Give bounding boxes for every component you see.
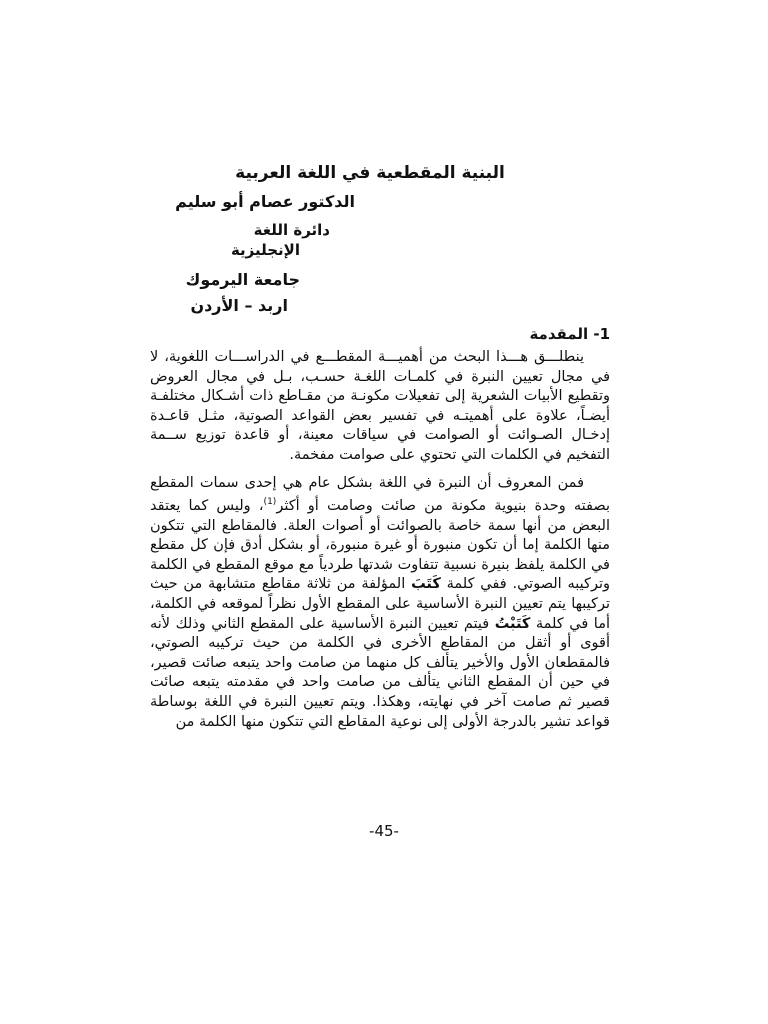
paragraph-2-part-c: المؤلفة من ثلاثة مقاطع متشابهة من حيث تركيبها يتم تعيين النبرة الأساسية على المقطع الأول نظراً لموقعه في الكلمة، أما في كلمة	[150, 576, 610, 632]
document-page	[150, 160, 610, 732]
paragraph-2	[150, 474, 610, 733]
paragraph-2-part-d: فيتم تعيين النبرة الأساسية على المقطع الثاني وذلك لأنه أقوى أو أثقل من المقاطع الأخرى في الكلمة من حيث تركيبه الصوتي، فالمقطعان الأول والأخير يتألف كل منهما من صامت واحد يتبعه صائت قصير، في حين أن المقطع الثاني يتألف من صامت واحد في مقدمته يتبعه صائت قصير ثم صامت آخر في نهايته، وهكذا. ويتم تعيين النبرة في اللغة بوساطة قواعد تشير بالدرجة الأولى إلى نوعية المقاطع التي تتكون منها الكلمة من	[150, 615, 610, 730]
author-name: الدكتور عصام أبو سليم	[175, 192, 355, 211]
example-word-katabtu: كَتَبْتُ	[494, 615, 531, 632]
department-line-1: دائرة اللغة	[253, 221, 330, 239]
footnote-marker: (1)	[263, 497, 277, 508]
paragraph-1: ينطلـــق هـــذا البحث من أهميـــة المقطـــع في الدراســـات اللغوية، لا في مجال تعيين النبرة في كلمـات اللغـة حسـب، بـل في مجال العروض وتقطيع الأبيات الشعرية إلى تفعيلات مكونـة من مقـاطع ذات أشـكال مختلفـة أيضـاً، علاوة على أهميتـه في تفسير بعض القواعد الصوتية، مثـل قاعـدة إدخـال الصـوائت أو الصوامت في سياقات معينة، أو قاعدة توزيع ســمة التفخيم في الكلمات التي تحتوي على صوامت مفخمة.	[150, 349, 610, 463]
example-word-kataba: كَتَبَ	[411, 576, 441, 593]
section-heading: 1- المقدمة	[529, 325, 610, 343]
page-number: -45-	[369, 822, 399, 840]
university-name: جامعة اليرموك	[185, 270, 300, 289]
city-country: اربد – الأردن	[190, 296, 288, 315]
department	[220, 220, 330, 260]
paragraph-2-part-b: ، وليس كما يعتقد البعض من أنها سمة خاصة بالصوائت أو أصوات العلة. فالمقاطع التي تتكون منها الكلمة إما أن تكون منبورة أو غيرة منبورة، أو بشكل أدق فإن كل مقطع في الكلمة يلفظ بنيرة نسبية تتفاوت شدتها طردياً مع موقع المقطع في الكلمة وتركيبه الصوتي. ففي كلمة	[150, 497, 611, 593]
article-title: البنية المقطعية في اللغة العربية	[235, 163, 505, 183]
paragraph-2-part-a: فمن المعروف أن النبرة في اللغة بشكل عام هي إحدى سمات المقطع بصفته وحدة بنيوية مكونة من صائت وصامت أو أكثر	[150, 474, 610, 514]
department-line-2: الإنجليزية	[230, 241, 300, 259]
